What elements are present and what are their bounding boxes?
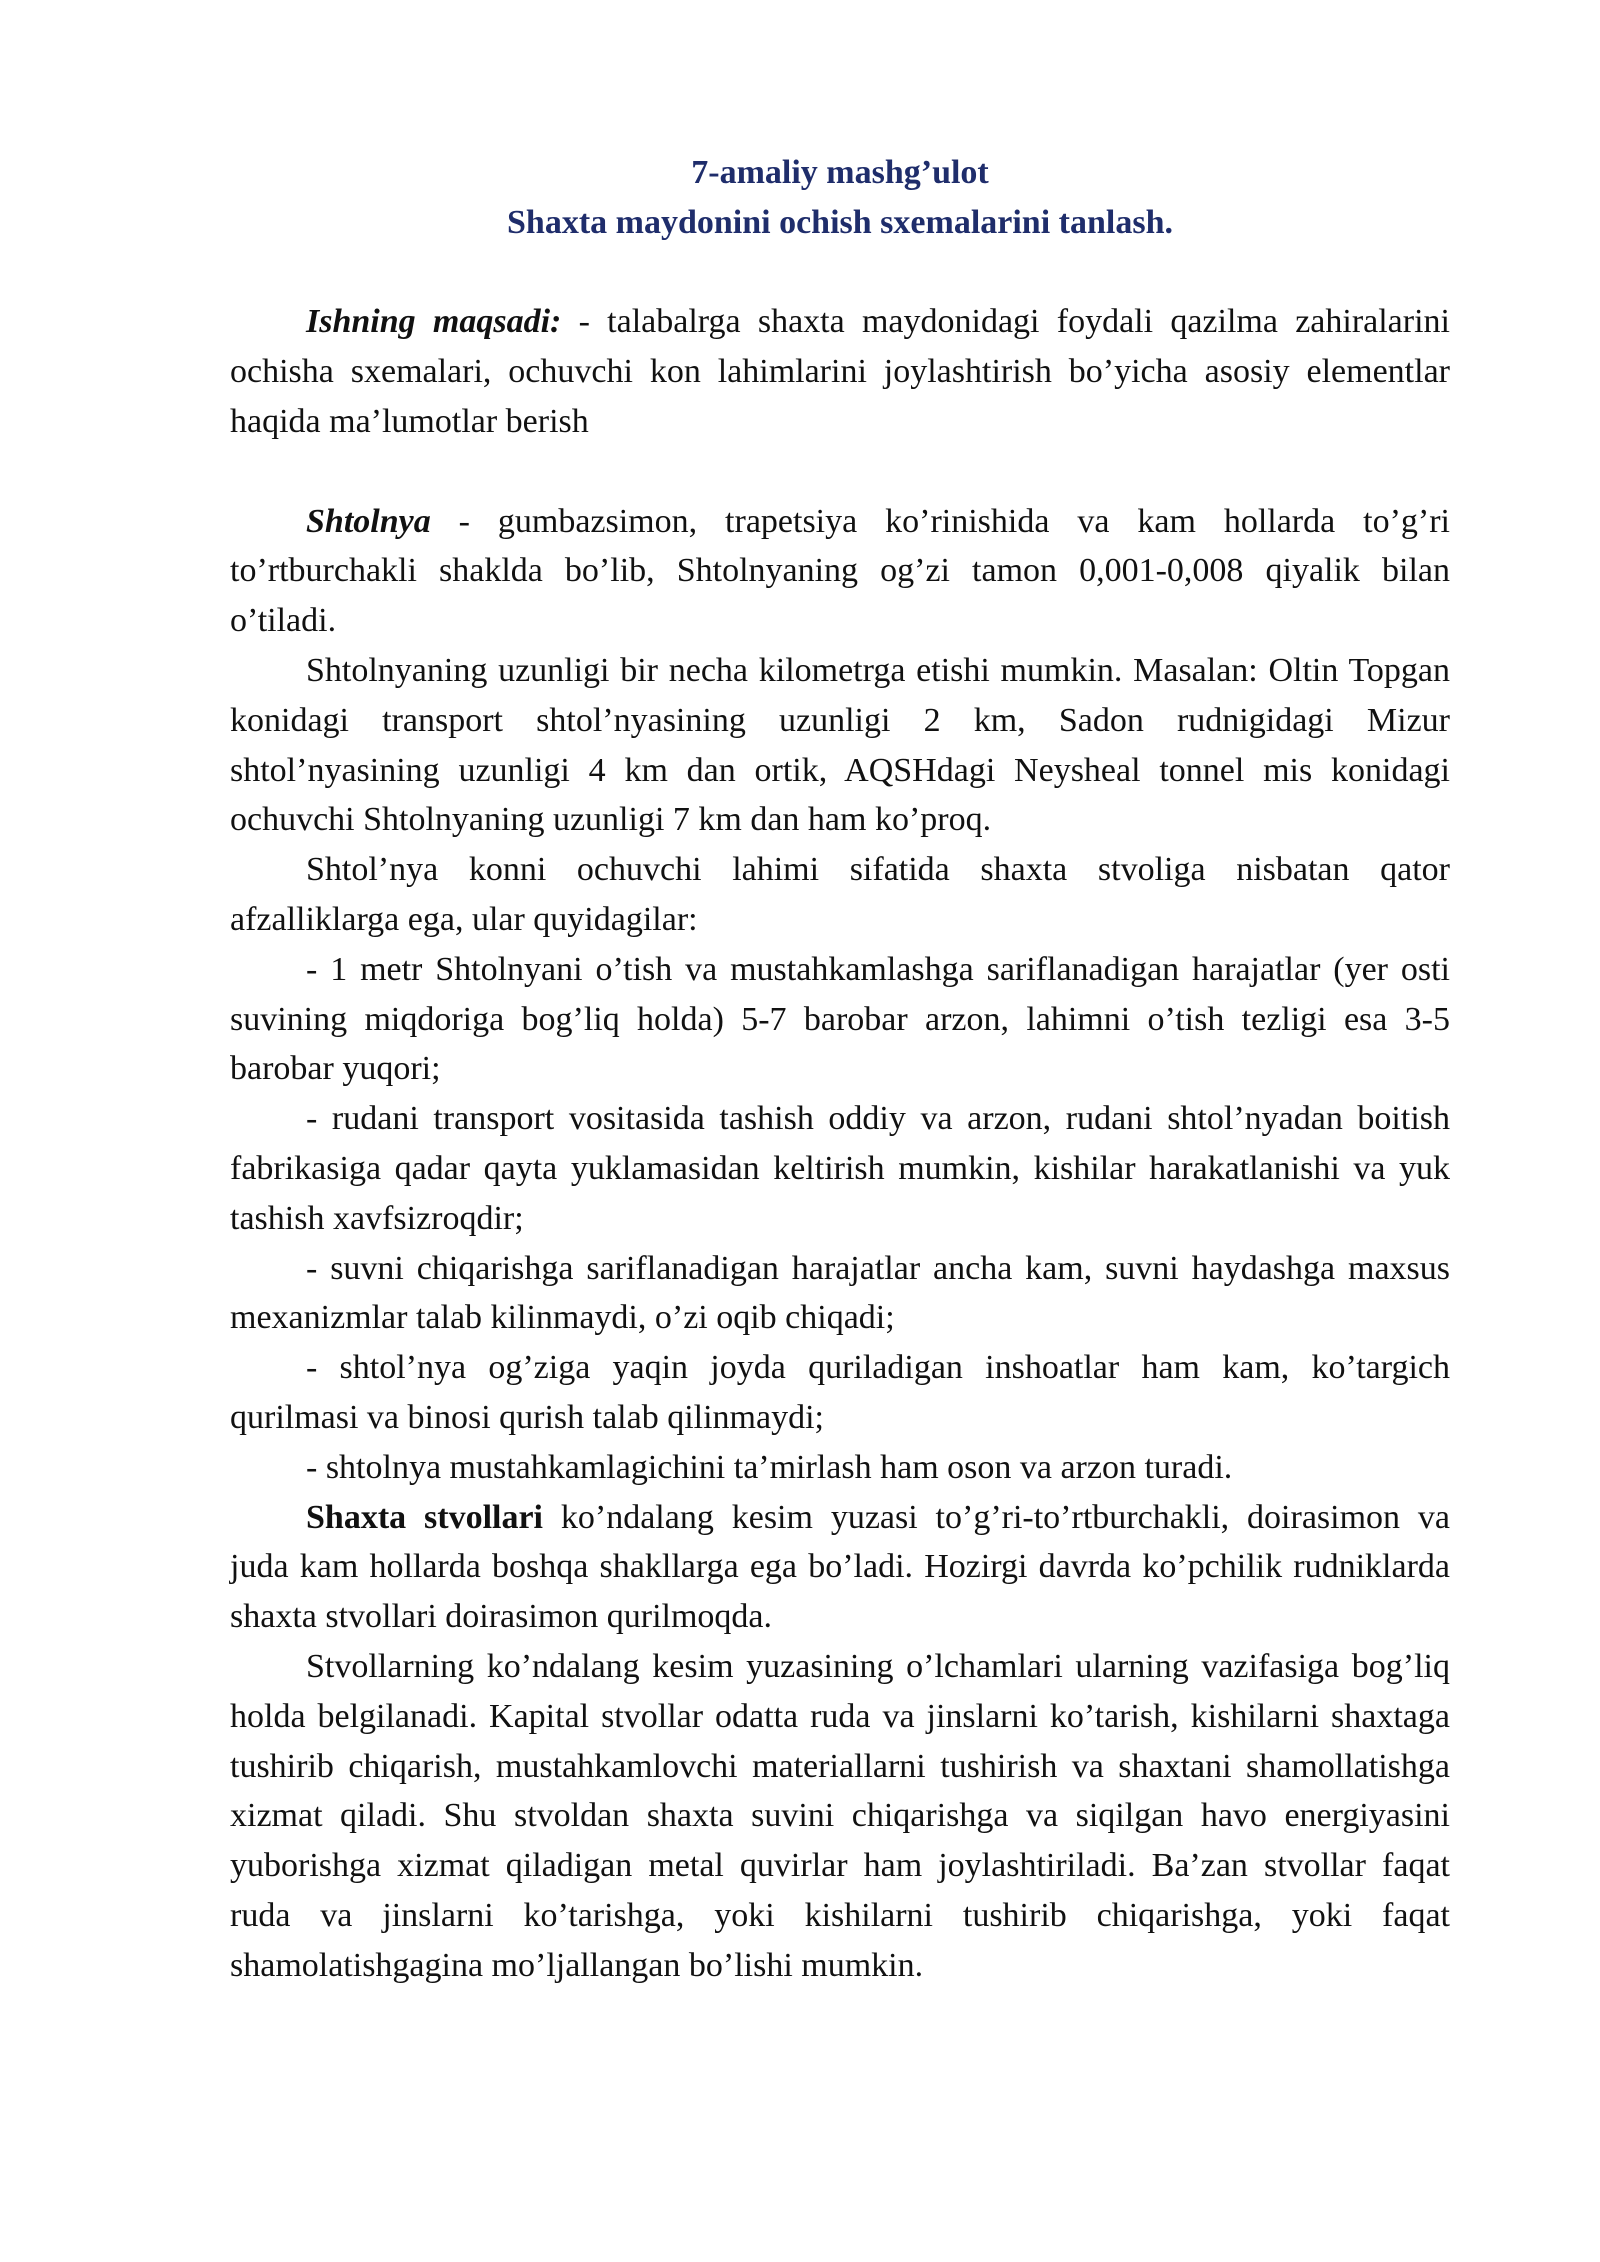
purpose-text: - talabalrga shaxta maydonidagi foydali qazilma zahiralarini ochisha sxemalari, ochuvchi kon lahimlarini joylashtirish bo’yicha asosiy elementlar haqida ma’lumotlar berish (230, 303, 1450, 440)
stvollar-definition-paragraph (230, 1493, 1450, 1642)
document-title: 7-amaliy mashg’ulot (691, 154, 989, 191)
stvollar-definition-text: ko’ndalang kesim yuzasi to’g’ri-to’rtburchakli, doirasimon va juda kam hollarda boshqa shakllarga ega bo’ladi. Hozirgi davrda ko’pchilik rudniklarda shaxta stvollari doirasimon qurilmoqda. (230, 1498, 1451, 1636)
stvollar-dimensions-paragraph: Stvollarning ko’ndalang kesim yuzasining o’lchamlari ularning vazifasiga bog’liq holda belgilanadi. Kapital stvollar odatta ruda va jinslarni ko’tarish, kishilarni shaxtaga tushirib chiqarish, mustahkamlovchi materiallarni tushirish va shaxtani shamollatishga xizmat qiladi. Shu stvoldan shaxta suvini chiqarishga va siqilgan havo energiyasini yuborishga xizmat qiladigan metal quvirlar ham joylashtiriladi. Ba’zan stvollar faqat ruda va jinslarni ko’tarishga, yoki kishilarni tushirib chiqarishga, yoki faqat shamolatishgagina mo’ljallangan bo’lishi mumkin. (230, 1647, 1450, 1984)
purpose-label: Ishning maqsadi: (306, 303, 562, 341)
shtolnya-definition-text: - gumbazsimon, trapetsiya ko’rinishida va kam hollarda to’g’ri to’rtburchakli shaklda bo’lib, Shtolnyaning og’zi tamon 0,001-0,008 qiyalik bilan o’tiladi. (230, 502, 1450, 640)
document-page (230, 148, 1450, 1990)
shtolnya-definition-paragraph (230, 497, 1450, 646)
advantages-intro-paragraph: Shtol’nya konni ochuvchi lahimi sifatida shaxta stvoliga nisbatan qator afzalliklarga ega, ular quyidagilar: (230, 851, 1450, 938)
stvollar-term: Shaxta stvollari (306, 1498, 544, 1536)
blank-line (230, 447, 1450, 497)
advantage-item: - shtolnya mustahkamlagichini ta’mirlash ham oson va arzon turadi. (306, 1448, 1233, 1486)
shtolnya-term: Shtolnya (306, 502, 431, 540)
document-subtitle: Shaxta maydonini ochish sxemalarini tanlash. (507, 203, 1173, 241)
advantage-item: - rudani transport vositasida tashish oddiy va arzon, rudani shtol’nyadan boitish fabrikasiga qadar qayta yuklamasidan keltirish mumkin, kishilar harakatlanishi va yuk tashish xavfsizroqdir; (230, 1100, 1450, 1237)
advantage-item: - shtol’nya og’ziga yaqin joyda quriladigan inshoatlar ham kam, ko’targich qurilmasi va binosi qurish talab qilinmaydi; (230, 1349, 1450, 1436)
advantage-item: - suvni chiqarishga sariflanadigan harajatlar ancha kam, suvni haydashga maxsus mexanizmlar talab kilinmaydi, o’zi oqib chiqadi; (230, 1249, 1450, 1337)
purpose-paragraph (230, 297, 1450, 446)
advantage-item: - 1 metr Shtolnyani o’tish va mustahkamlashga sariflanadigan harajatlar (yer osti suvining miqdoriga bog’liq holda) 5-7 barobar arzon, lahimni o’tish tezligi esa 3-5 barobar yuqori; (230, 950, 1450, 1088)
shtolnya-length-paragraph: Shtolnyaning uzunligi bir necha kilometrga etishi mumkin. Masalan: Oltin Topgan konidagi transport shtol’nyasining uzunligi 2 km, Sadon rudnigidagi Mizur shtol’nyasining uzunligi 4 km dan ortik, AQSHdagi Neysheal tonnel mis konidagi ochuvchi Shtolnyaning uzunligi 7 km dan ham ko’proq. (230, 651, 1450, 839)
blank-line (230, 248, 1450, 298)
